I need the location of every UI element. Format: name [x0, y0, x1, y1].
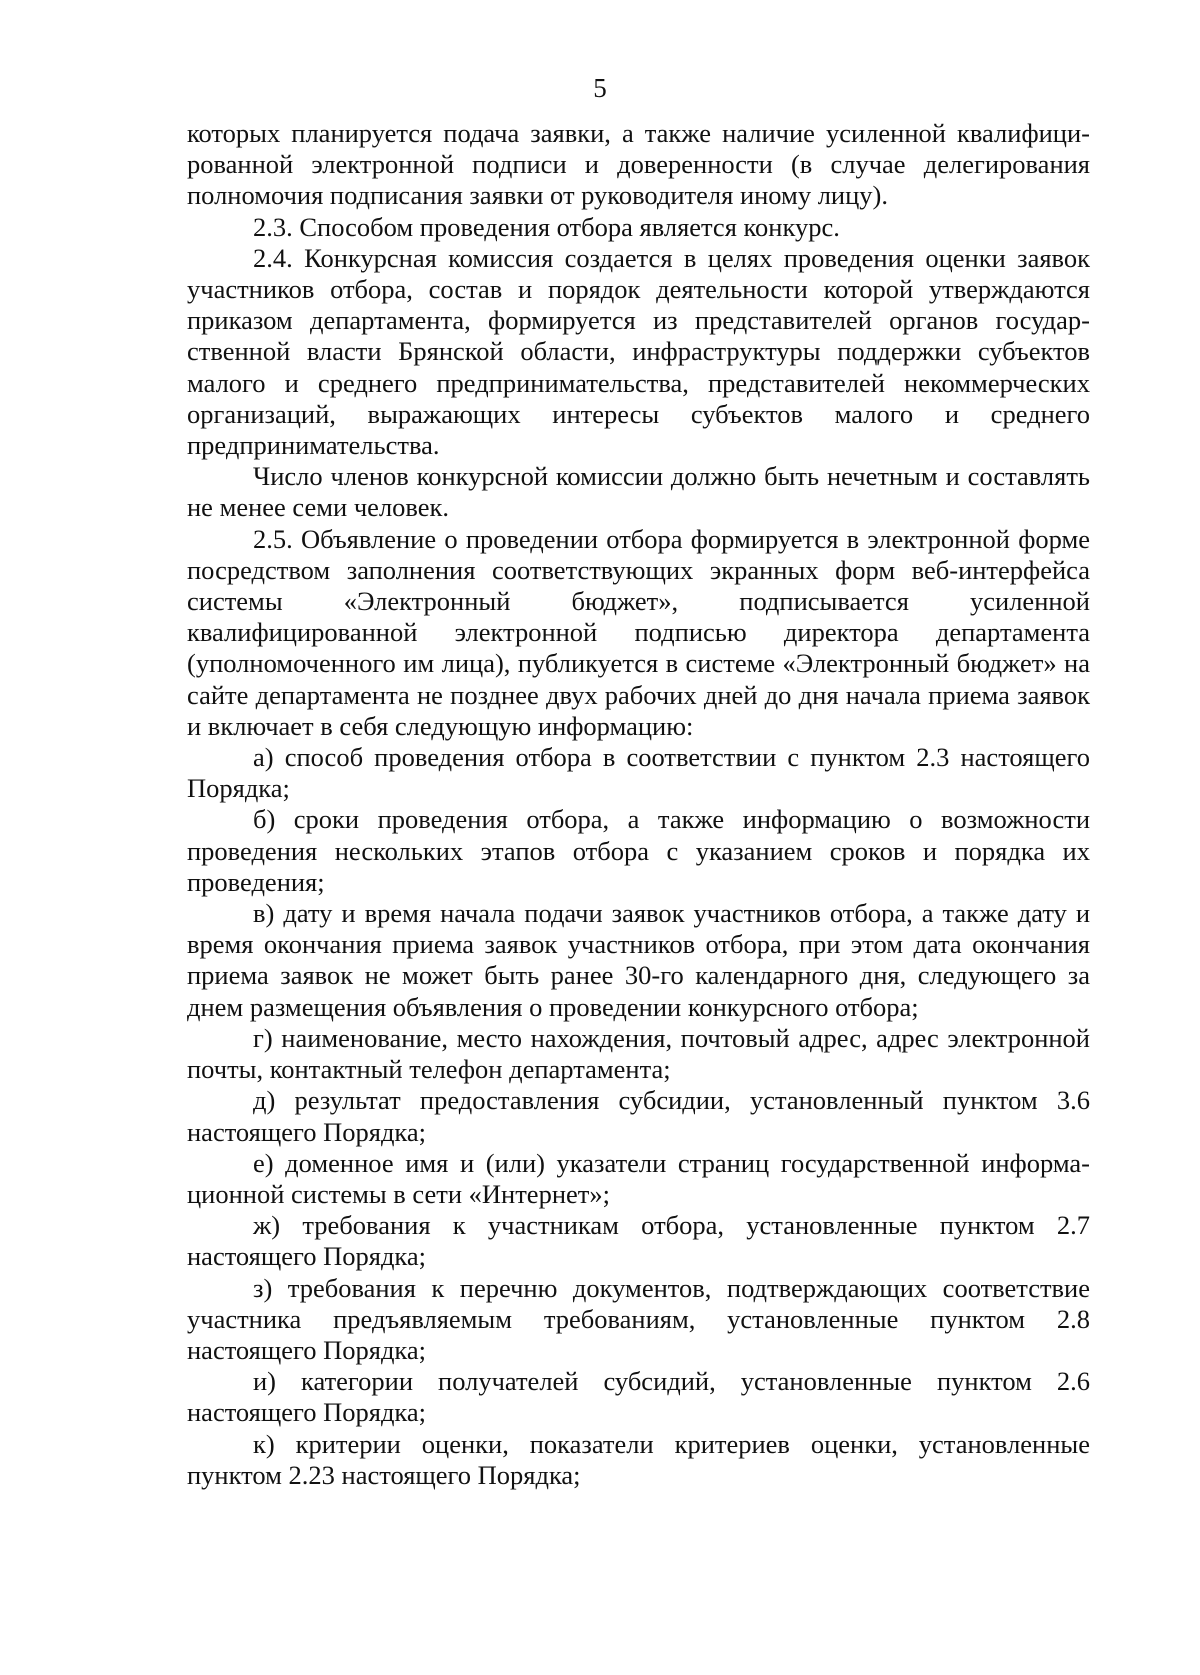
page-number: 5 — [593, 73, 607, 103]
list-item-z: з) требования к перечню документов, подтверждающих соответствие участника предъявляемым требованиям, установленные пунктом 2.8 настоящего Порядка; — [187, 1272, 1090, 1365]
list-item-zh: ж) требования к участникам отбора, установленные пунктом 2.7 настоящего Порядка; — [187, 1210, 1090, 1272]
paragraph-commission-size: Число членов конкурсной комиссии должно быть нечетным и составлять не менее семи человек. — [187, 461, 1090, 523]
list-item-b: б) сроки проведения отбора, а также информацию о возможности проведения нескольких этапов отбора с указанием сроков и порядка их проведения; — [187, 804, 1090, 897]
list-item-v: в) дату и время начала подачи заявок участников отбора, а также дату и время окончания приема заявок участников отбора, при этом дата окончания приема заявок не может быть ранее 30-го календарного дня, следующего за днем размещения объявления о проведении конкурсного отбора; — [187, 898, 1090, 1022]
list-item-d: д) результат предоставления субсидии, установленный пунктом 3.6 настоящего Порядка; — [187, 1085, 1090, 1147]
list-item-e: е) доменное имя и (или) указатели страниц государственной информа-ционной системы в сети «Интернет»; — [187, 1147, 1090, 1209]
paragraph-2-5: 2.5. Объявление о проведении отбора формируется в электронной форме посредством заполнения соответствующих экранных форм веб-интерфейса системы «Электронный бюджет», подписывается усиленной квалифицированной электронной подписью директора департамента (уполномоченного им лица), публикуется в системе «Электронный бюджет» на сайте департамента не позднее двух рабочих дней до дня начала приема заявок и включает в себя следующую информацию: — [187, 523, 1090, 741]
paragraph-2-4: 2.4. Конкурсная комиссия создается в целях проведения оценки заявок участников отбора, состав и порядок деятельности которой утверждаются приказом департамента, формируется из представителей органов государ-ственной власти Брянской области, инфраструктуры поддержки субъектов малого и среднего предпринимательства, представителей некоммерческих организаций, выражающих интересы субъектов малого и среднего предпринимательства. — [187, 242, 1090, 461]
list-item-i: и) категории получателей субсидий, установленные пунктом 2.6 настоящего Порядка; — [187, 1366, 1090, 1428]
list-item-k: к) критерии оценки, показатели критериев оценки, установленные пунктом 2.23 настоящего Порядка; — [187, 1428, 1090, 1490]
paragraph-continuation: которых планируется подача заявки, а также наличие усиленной квалифици-рованной электронной подписи и доверенности (в случае делегирования полномочия подписания заявки от руководителя иному лицу). — [187, 118, 1090, 211]
list-item-a: а) способ проведения отбора в соответствии с пунктом 2.3 настоящего Порядка; — [187, 742, 1090, 804]
document-body — [187, 118, 1090, 1491]
list-item-g: г) наименование, место нахождения, почтовый адрес, адрес электронной почты, контактный телефон департамента; — [187, 1022, 1090, 1085]
paragraph-2-3: 2.3. Способом проведения отбора является конкурс. — [253, 211, 840, 242]
